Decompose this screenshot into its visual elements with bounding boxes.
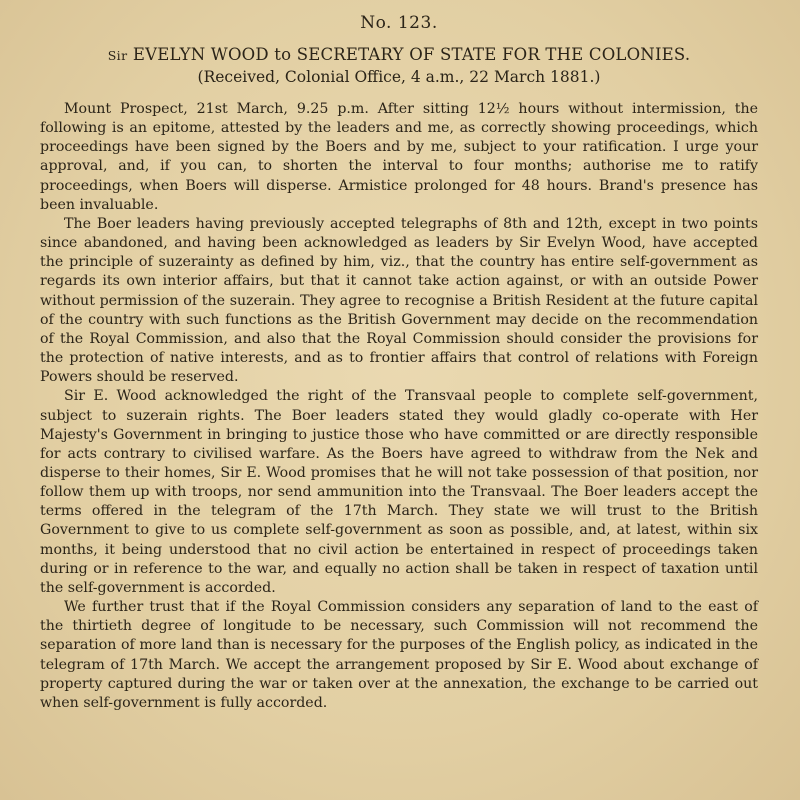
- paragraph-2: The Boer leaders having previously accepted telegraphs of 8th and 12th, except in two points since abandoned, and having been acknowledged as leaders by Sir Evelyn Wood, have accepted the principle of suzerainty as defined by him, viz., that the country has entire self-government as regards its own interior affairs, but that it cannot take action against, or with an outside Power without permission of the suzerain. They agree to recognise a British Resident at the future capital of the country with such functions as the British Government may decide on the recommendation of the Royal Commission, and also that the Royal Commission should consider the provisions for the protection of native interests, and as to frontier affairs that control of relations with Foreign Powers should be reserved.: [40, 215, 758, 386]
- heading-prefix: Sir: [107, 48, 128, 63]
- paragraph-4: We further trust that if the Royal Commission considers any separation of land to the east of the thirtieth degree of longitude to be necessary, such Commission will not recommend the separation of more land than is necessary for the purposes of the English policy, as indicated in the telegram of 17th March. We accept the arrangement proposed by Sir E. Wood about exchange of property captured during the war or taken over at the annexation, the exchange to be carried out when self-government is fully accorded.: [40, 599, 758, 711]
- heading-main: EVELYN WOOD to SECRETARY OF STATE FOR THE COLONIES.: [127, 45, 691, 64]
- document-heading: [40, 44, 758, 66]
- received-line: (Received, Colonial Office, 4 a.m., 22 March 1881.): [197, 68, 601, 86]
- paragraph-3: Sir E. Wood acknowledged the right of the Transvaal people to complete self-government, subject to suzerain rights. The Boer leaders stated they would gladly co-operate with Her Majesty's Government in bringing to justice those who have committed or are directly responsible for acts contrary to civilised warfare. As the Boers have agreed to withdraw from the Nek and disperse to their homes, Sir E. Wood promises that he will not take possession of that position, nor follow them up with troops, nor send ammunition into the Transvaal. The Boer leaders accept the terms offered in the telegram of the 17th March. They state we will trust to the British Government to give to us complete self-government as soon as possible, and, at latest, within six months, it being understood that no civil action be entertained in respect of proceedings taken during or in reference to the war, and equally no action shall be taken in respect of taxation until the self-government is accorded.: [40, 388, 758, 596]
- paragraph-1: Mount Prospect, 21st March, 9.25 p.m. After sitting 12½ hours without intermission, the following is an epitome, attested by the leaders and me, as correctly showing proceedings, which proceedings have been signed by the Boers and by me, subject to your ratification. I urge your approval, and, if you can, to shorten the interval to four months; authorise me to ratify proceedings, when Boers will disperse. Armistice prolonged for 48 hours. Brand's presence has been invaluable.: [40, 101, 758, 213]
- document-number: No. 123.: [360, 13, 438, 33]
